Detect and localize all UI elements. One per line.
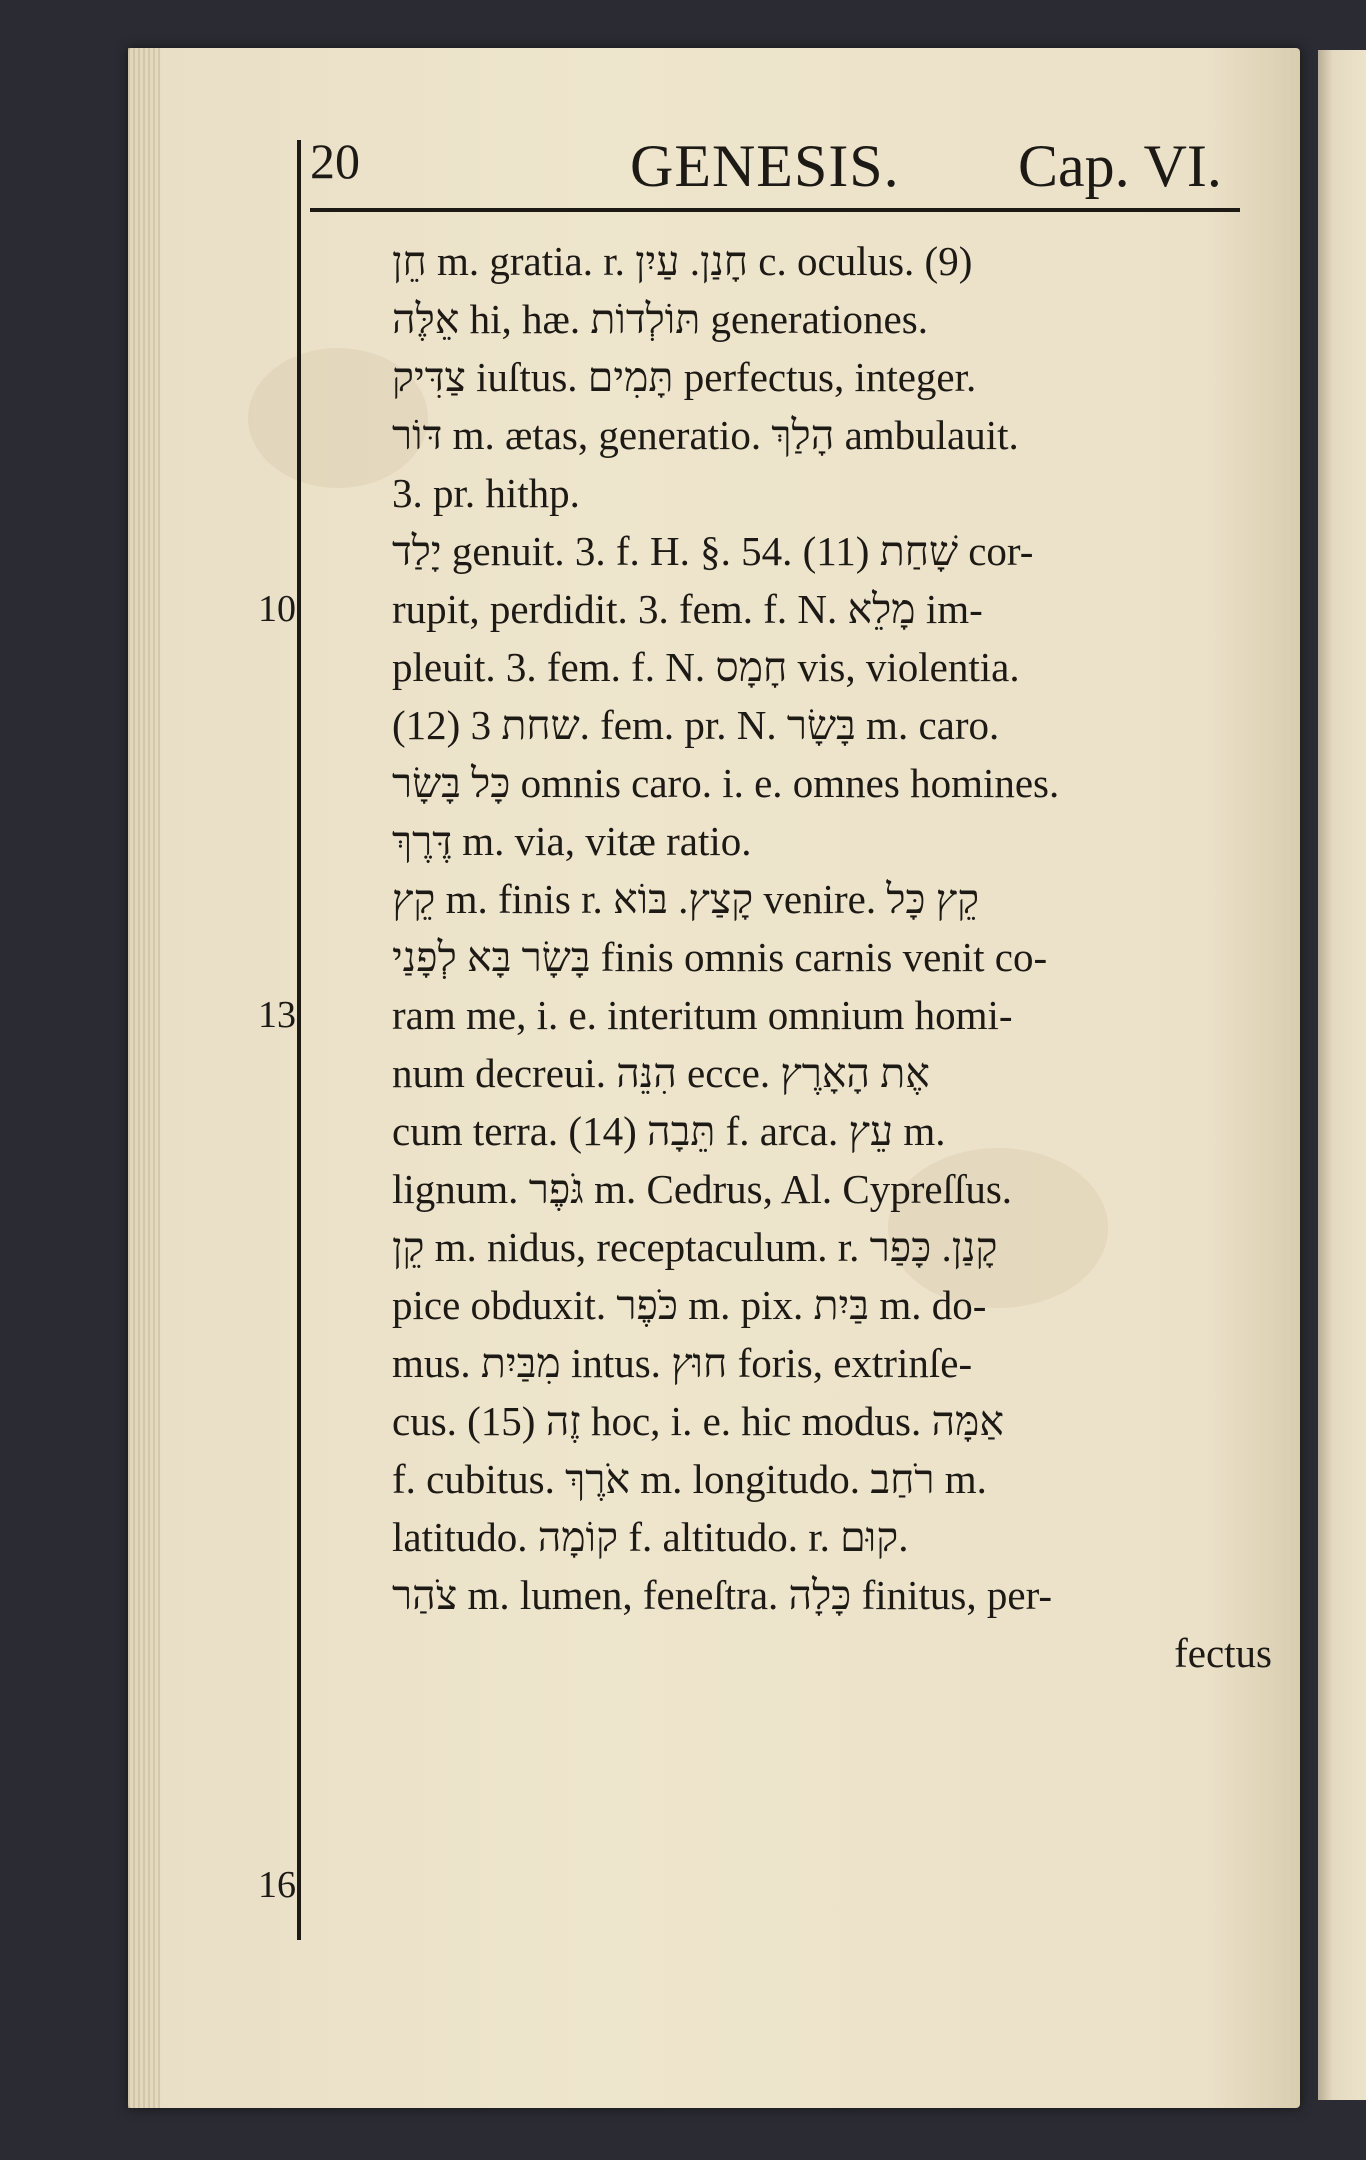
text-line: אֵלֶּה hi, hæ. תּוֹלְדוֹת generationes. (392, 296, 928, 342)
text-line: f. cubitus. אֹרֶךְ m. longitudo. רֹחַב m. (392, 1456, 987, 1502)
text-line: num decreui. הִנֵּה ecce. אֶת הָאָרֶץ (392, 1050, 930, 1096)
text-line: קֵץ m. finis r. קָצַץ. בּוֹא venire. קֵץ כָּל (392, 876, 980, 922)
chapter-label: Cap. VI. (1018, 133, 1222, 199)
text-line: צֹהַר m. lumen, feneſtra. כָּלָה finitus, per- (392, 1572, 1053, 1618)
page-number: 20 (310, 133, 360, 189)
text-line: pice obduxit. כֹּפֶר m. pix. בַּיִת m. do- (392, 1282, 987, 1328)
next-page-edge (1318, 50, 1366, 2100)
text-line: cus. (15) זֶה hoc, i. e. hic modus. אַמָּה (392, 1398, 1004, 1444)
text-line: rupit, perdidit. 3. fem. f. N. מָלֵא im- (392, 586, 983, 632)
text-line: latitudo. קוֹמָה f. altitudo. r. קוּם. (392, 1514, 909, 1560)
text-line: 3. pr. hithp. (392, 470, 580, 516)
text-line: חֵן m. gratia. r. חָנַן. עַיִן c. oculus. (9) (392, 238, 973, 284)
glossary-text (392, 232, 1272, 1682)
verse-number: 16 (258, 1864, 296, 1906)
text-line: (12) שחת 3. fem. pr. N. בָּשָׂר m. caro. (392, 702, 1000, 748)
text-line: דּוֹר m. ætas, generatio. הָלַךְ ambulauit. (392, 412, 1019, 458)
header-rule (310, 208, 1240, 212)
text-line: cum terra. (14) תֵּבָה f. arca. עֵץ m. (392, 1108, 946, 1154)
text-line: כָּל בָּשָׂר omnis caro. i. e. omnes homines. (392, 760, 1060, 806)
text-line: בָּשָׂר בָּא לְפָנַי finis omnis carnis venit co- (392, 934, 1048, 980)
text-line: fectus (1174, 1630, 1272, 1676)
verse-number: 13 (258, 994, 296, 1036)
page-gutter-edge (128, 48, 160, 2108)
text-line: יָלַד genuit. 3. f. H. §. 54. (11) שָׁחַת cor- (392, 528, 1034, 574)
text-line: lignum. גֹּפֶר m. Cedrus, Al. Cypreſſus. (392, 1166, 1013, 1212)
text-line: דֶּרֶךְ m. via, vitæ ratio. (392, 818, 752, 864)
text-line: צַדִּיק iuſtus. תָּמִים perfectus, integer. (392, 354, 977, 400)
text-line: קֵן m. nidus, receptaculum. r. קָנַן. כָּפַר (392, 1224, 998, 1270)
verse-number: 10 (258, 588, 296, 630)
running-title: GENESIS. (630, 133, 900, 199)
text-line: ram me, i. e. interitum omnium homi- (392, 992, 1013, 1038)
text-line: pleuit. 3. fem. f. N. חָמָס vis, violentia. (392, 644, 1020, 690)
text-line: mus. מִבַּיִת intus. חוּץ foris, extrinſe- (392, 1340, 973, 1386)
